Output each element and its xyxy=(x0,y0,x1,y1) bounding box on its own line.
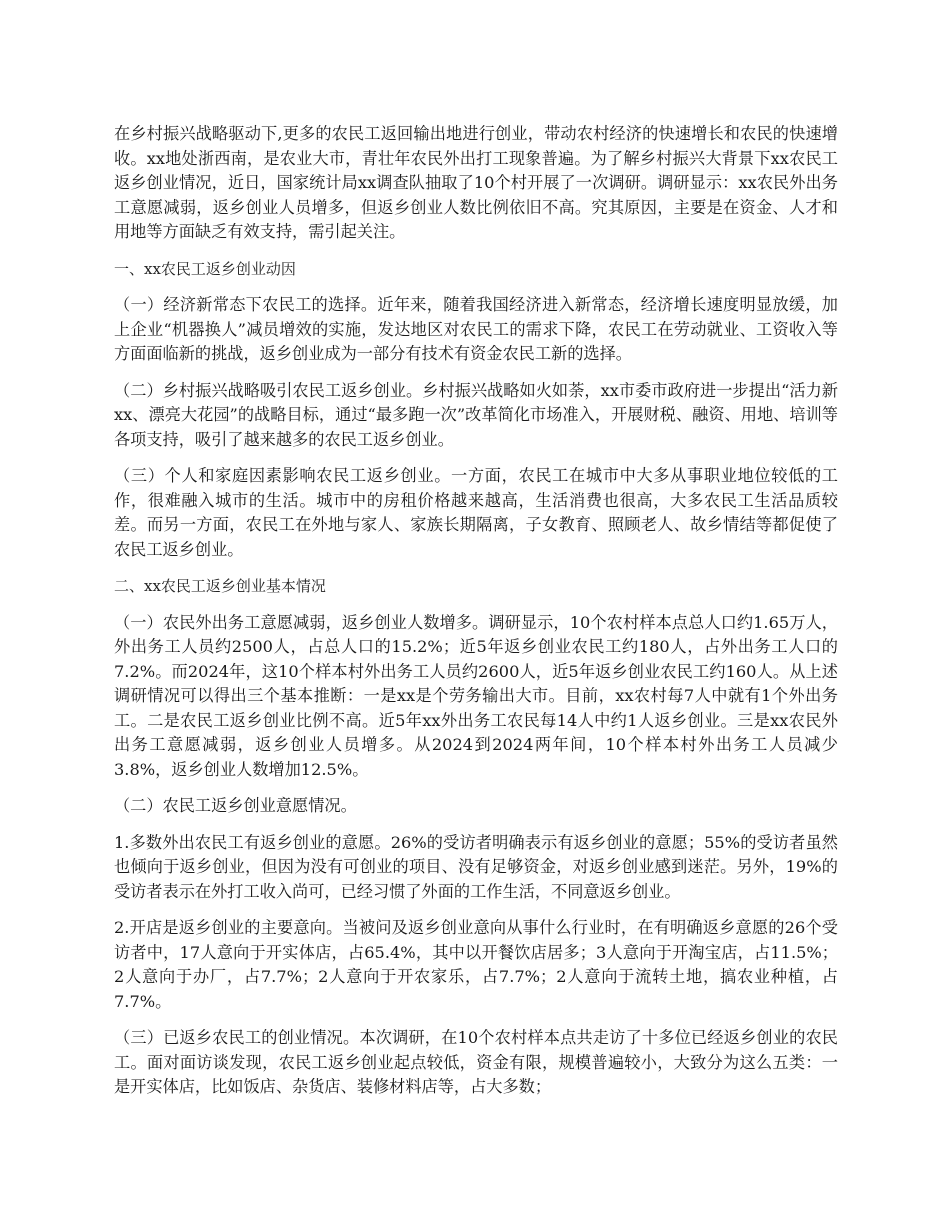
spacer xyxy=(114,562,838,574)
paragraph-2-2-2: 2.开店是返乡创业的主要意向。当被问及返乡创业意向从事什么行业时，在有明确返乡意愿的26个受访者中，17人意向于开实体店，占65.4%，其中以开餐饮店居多；3人意向于开淘宝店，占11.5%；2人意向于办厂，占7.7%；2人意向于开农家乐，占7.7%；2人意向于流转土地，搞农业种植，占7.7%。 xyxy=(114,918,838,1011)
paragraph-1-1: （一）经济新常态下农民工的选择。近年来，随着我国经济进入新常态，经济增长速度明显放缓，加上企业“机器换人”减员增效的实施，发达地区对农民工的需求下降，农民工在劳动就业、工资收入等方面面临新的挑战，返乡创业成为一部分有技术有资金农民工新的选择。 xyxy=(114,295,838,363)
spacer xyxy=(114,1014,838,1026)
spacer xyxy=(114,819,838,831)
section-heading-1: 一、xx农民工返乡创业动因 xyxy=(114,259,296,278)
spacer xyxy=(114,599,838,611)
spacer xyxy=(114,904,838,916)
paragraph-2-3: （三）已返乡农民工的创业情况。本次调研，在10个农村样本点共走访了十多位已经返乡创业的农民工。面对面访谈发现，农民工返乡创业起点较低，资金有限，规模普遍较小，大致分为这么五类：一是开实体店，比如饭店、杂货店、装修材料店等，占大多数； xyxy=(114,1028,838,1096)
spacer xyxy=(114,782,838,794)
paragraph-1-2: （二）乡村振兴战略吸引农民工返乡创业。乡村振兴战略如火如荼，xx市委市政府进一步提出“活力新xx、漂亮大花园”的战略目标，通过“最多跑一次”改革简化市场准入，开展财税、融资、用地、培训等各项支持，吸引了越来越多的农民工返乡创业。 xyxy=(114,380,838,449)
spacer xyxy=(114,452,838,464)
spacer xyxy=(114,245,838,257)
paragraph-2-1: （一）农民外出务工意愿减弱，返乡创业人数增多。调研显示，10个农村样本点总人口约1.65万人，外出务工人员约2500人，占总人口的15.2%；近5年返乡创业农民工约180人，占外出务工人口的7.2%。而2024年，这10个样本村外出务工人员约2600人，近5年返乡创业农民工约160人。从上述调研情况可以得出三个基本推断：一是xx是个劳务输出大市。目前，xx农村每7人中就有1个外出务工。二是农民工返乡创业比例不高。近5年xx外出务工农民每14人中约1人返乡创业。三是xx农民外出务工意愿减弱，返乡创业人员增多。从2024到2024两年间，10个样本村外出务工人员减少3.8%，返乡创业人数增加12.5%。 xyxy=(114,612,838,779)
intro-paragraph: 在乡村振兴战略驱动下,更多的农民工返回输出地进行创业，带动农村经济的快速增长和农民的快速增收。xx地处浙西南，是农业大市，青壮年农民外出打工现象普遍。为了解乡村振兴大背景下xx农民工返乡创业情况，近日，国家统计局xx调查队抽取了10个村开展了一次调研。调研显示：xx农民外出务工意愿减弱，返乡创业人员增多，但返乡创业人数比例依旧不高。究其原因，主要是在资金、人才和用地等方面缺乏有效支持，需引起关注。 xyxy=(114,124,838,241)
paragraph-1-3: （三）个人和家庭因素影响农民工返乡创业。一方面，农民工在城市中大多从事职业地位较低的工作，很难融入城市的生活。城市中的房租价格越来越高，生活消费也很高，大多农民工生活品质较差。而另一方面，农民工在外地与家人、家族长期隔离，子女教育、照顾老人、故乡情结等都促使了农民工返乡创业。 xyxy=(114,466,838,559)
paragraph-2-2-1: 1.多数外出农民工有返乡创业的意愿。26%的受访者明确表示有返乡创业的意愿；55%的受访者虽然也倾向于返乡创业，但因为没有可创业的项目、没有足够资金，对返乡创业感到迷茫。另外，19%的受访者表示在外打工收入尚可，已经习惯了外面的工作生活，不同意返乡创业。 xyxy=(114,832,838,901)
paragraph-2-2: （二）农民工返乡创业意愿情况。 xyxy=(114,796,357,815)
document-page xyxy=(114,122,838,1100)
section-heading-2: 二、xx农民工返乡创业基本情况 xyxy=(114,577,326,595)
spacer xyxy=(114,281,838,293)
spacer xyxy=(114,367,838,379)
